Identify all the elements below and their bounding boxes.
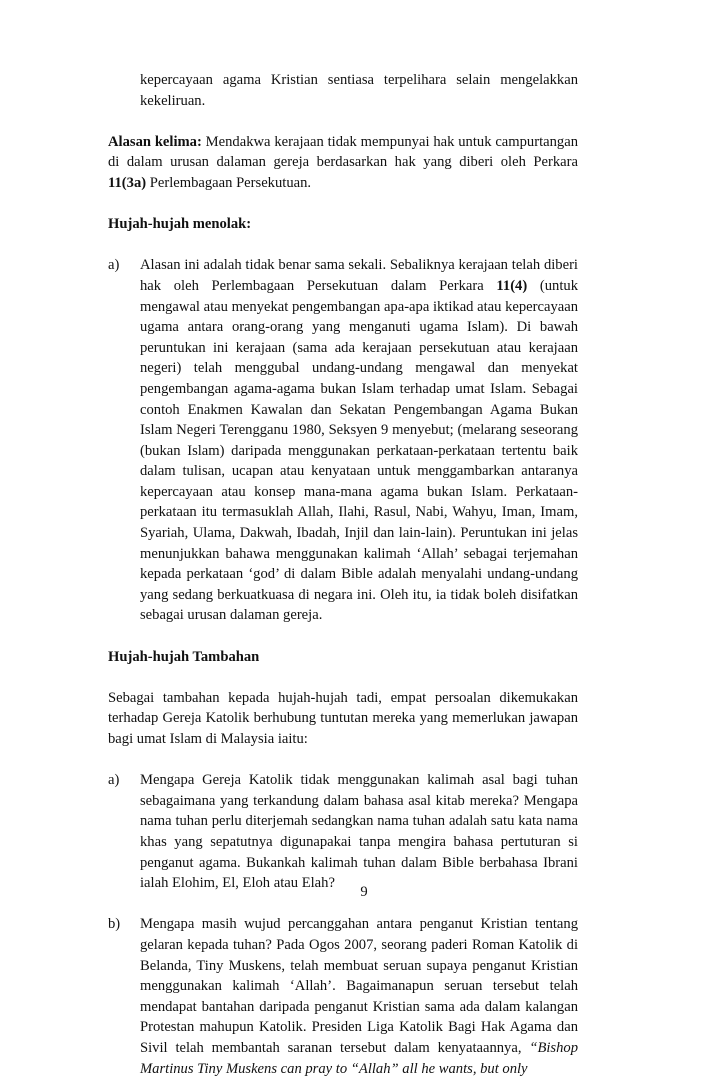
list-item-text [140,914,578,1079]
page-number: 9 [360,884,368,900]
list-item-text-start: Alasan ini adalah tidak benar sama sekali. Sebaliknya kerajaan telah diberi hak oleh Perlembagaan Persekutuan dalam Perkara [140,257,578,294]
heading-hujah-tambahan: Hujah-hujah Tambahan [108,648,260,665]
list-item-tambahan-b [108,914,578,1079]
document-page [108,70,578,1079]
list-item-menolak-a [108,255,578,626]
list-item-text-start: Mengapa masih wujud percanggahan antara penganut Kristian tentang gelaran kepada tuhan? Pada Ogos 2007, seorang paderi Roman Katolik di Belanda, Tiny Muskens, telah membuat seruan supaya penganut Kristian menggunakan kalimah ‘Allah’. Bagaimanapun seruan tersebut telah mendapat bantahan daripada penganut Kristian sama ada dalam kalangan Protestan mahupun Katolik. Presiden Liga Katolik Bagi Hak Agama dan Sivil telah membantah saranan tersebut dalam kenyataannya, [140,916,578,1056]
heading-hujah-menolak: Hujah-hujah menolak: [108,216,252,233]
list-item-label: a) [108,772,120,789]
alasan-kelima-text: Mendakwa kerajaan tidak mempunyai hak untuk campurtangan di dalam urusan dalaman gereja berdasarkan hak yang diberi oleh Perkara [108,133,578,171]
list-item-text-end: (untuk mengawal atau menyekat pengembangan apa-apa iktikad atau kepercayaan ugama antara orang-orang yang menganuti ugama Islam). Di bawah peruntukan ini kerajaan (sama ada kerajaan persekutuan atau kerajaan negeri) telah menggubal undang-undang mengawal dan menyekat pengembangan agama-agama bukan Islam terhadap umat Islam. Sebagai contoh Enakmen Kawalan dan Sekatan Pengembangan Agama Bukan Islam Negeri Terengganu 1980, Seksyen 9 menyebut; (melarang seseorang (bukan Islam) daripada menggunakan perkataan-perkataan tertentu baik dalam tulisan, ucapan atau kenyataan untuk menggambarkan antaranya kepercayaan atau konsep mana-mana agama bukan Islam. Perkataan-perkataan itu termasuklah Allah, Ilahi, Rasul, Nabi, Wahyu, Iman, Imam, Syariah, Ulama, Dakwah, Ibadah, Injil dan lain-lain). Peruntukan ini jelas menunjukkan bahawa menggunakan kalimah ‘Allah’ sebagai terjemahan kepada perkataan ‘god’ di dalam Bible adalah menyalahi undang-undang yang sedang berkuatkuasa di negara ini. Oleh itu, ia tidak boleh disifatkan sebagai urusan dalaman gereja. [140,277,578,624]
list-item-label: a) [108,257,120,274]
article-reference: 11(3a) [108,174,147,191]
alasan-kelima-text-end: Perlembagaan Persekutuan. [146,174,312,191]
list-item-text: Mengapa Gereja Katolik tidak menggunakan kalimah asal bagi tuhan sebagaimana yang terkandung dalam bahasa asal kitab mereka? Mengapa nama tuhan perlu diterjemah sedangkan nama tuhan adalah satu kata nama khas yang sepatutnya digunapakai tanpa mengira bahasa pertuturan si penganut agama. Bukankah kalimah tuhan dalam Bible berbahasa Ibrani ialah Elohim, El, Eloh atau Elah? [140,772,578,892]
tambahan-intro-paragraph: Sebagai tambahan kepada hujah-hujah tadi, empat persoalan dikemukakan terhadap Gereja Katolik berhubung tuntutan mereka yang memerlukan jawapan bagi umat Islam di Malaysia iaitu: [108,689,578,747]
list-item-label: b) [108,916,121,933]
quoted-statement: “Bishop Martinus Tiny Muskens can pray to “Allah” all he wants, but only [140,1039,578,1077]
article-reference: 11(4) [496,277,528,294]
alasan-kelima-paragraph [108,132,578,194]
continued-paragraph: kepercayaan agama Kristian sentiasa terpelihara selain mengelakkan kekeliruan. [140,72,578,109]
list-item-text [140,255,578,626]
alasan-kelima-label: Alasan kelima: [108,133,202,150]
list-item-tambahan-a [108,770,578,894]
